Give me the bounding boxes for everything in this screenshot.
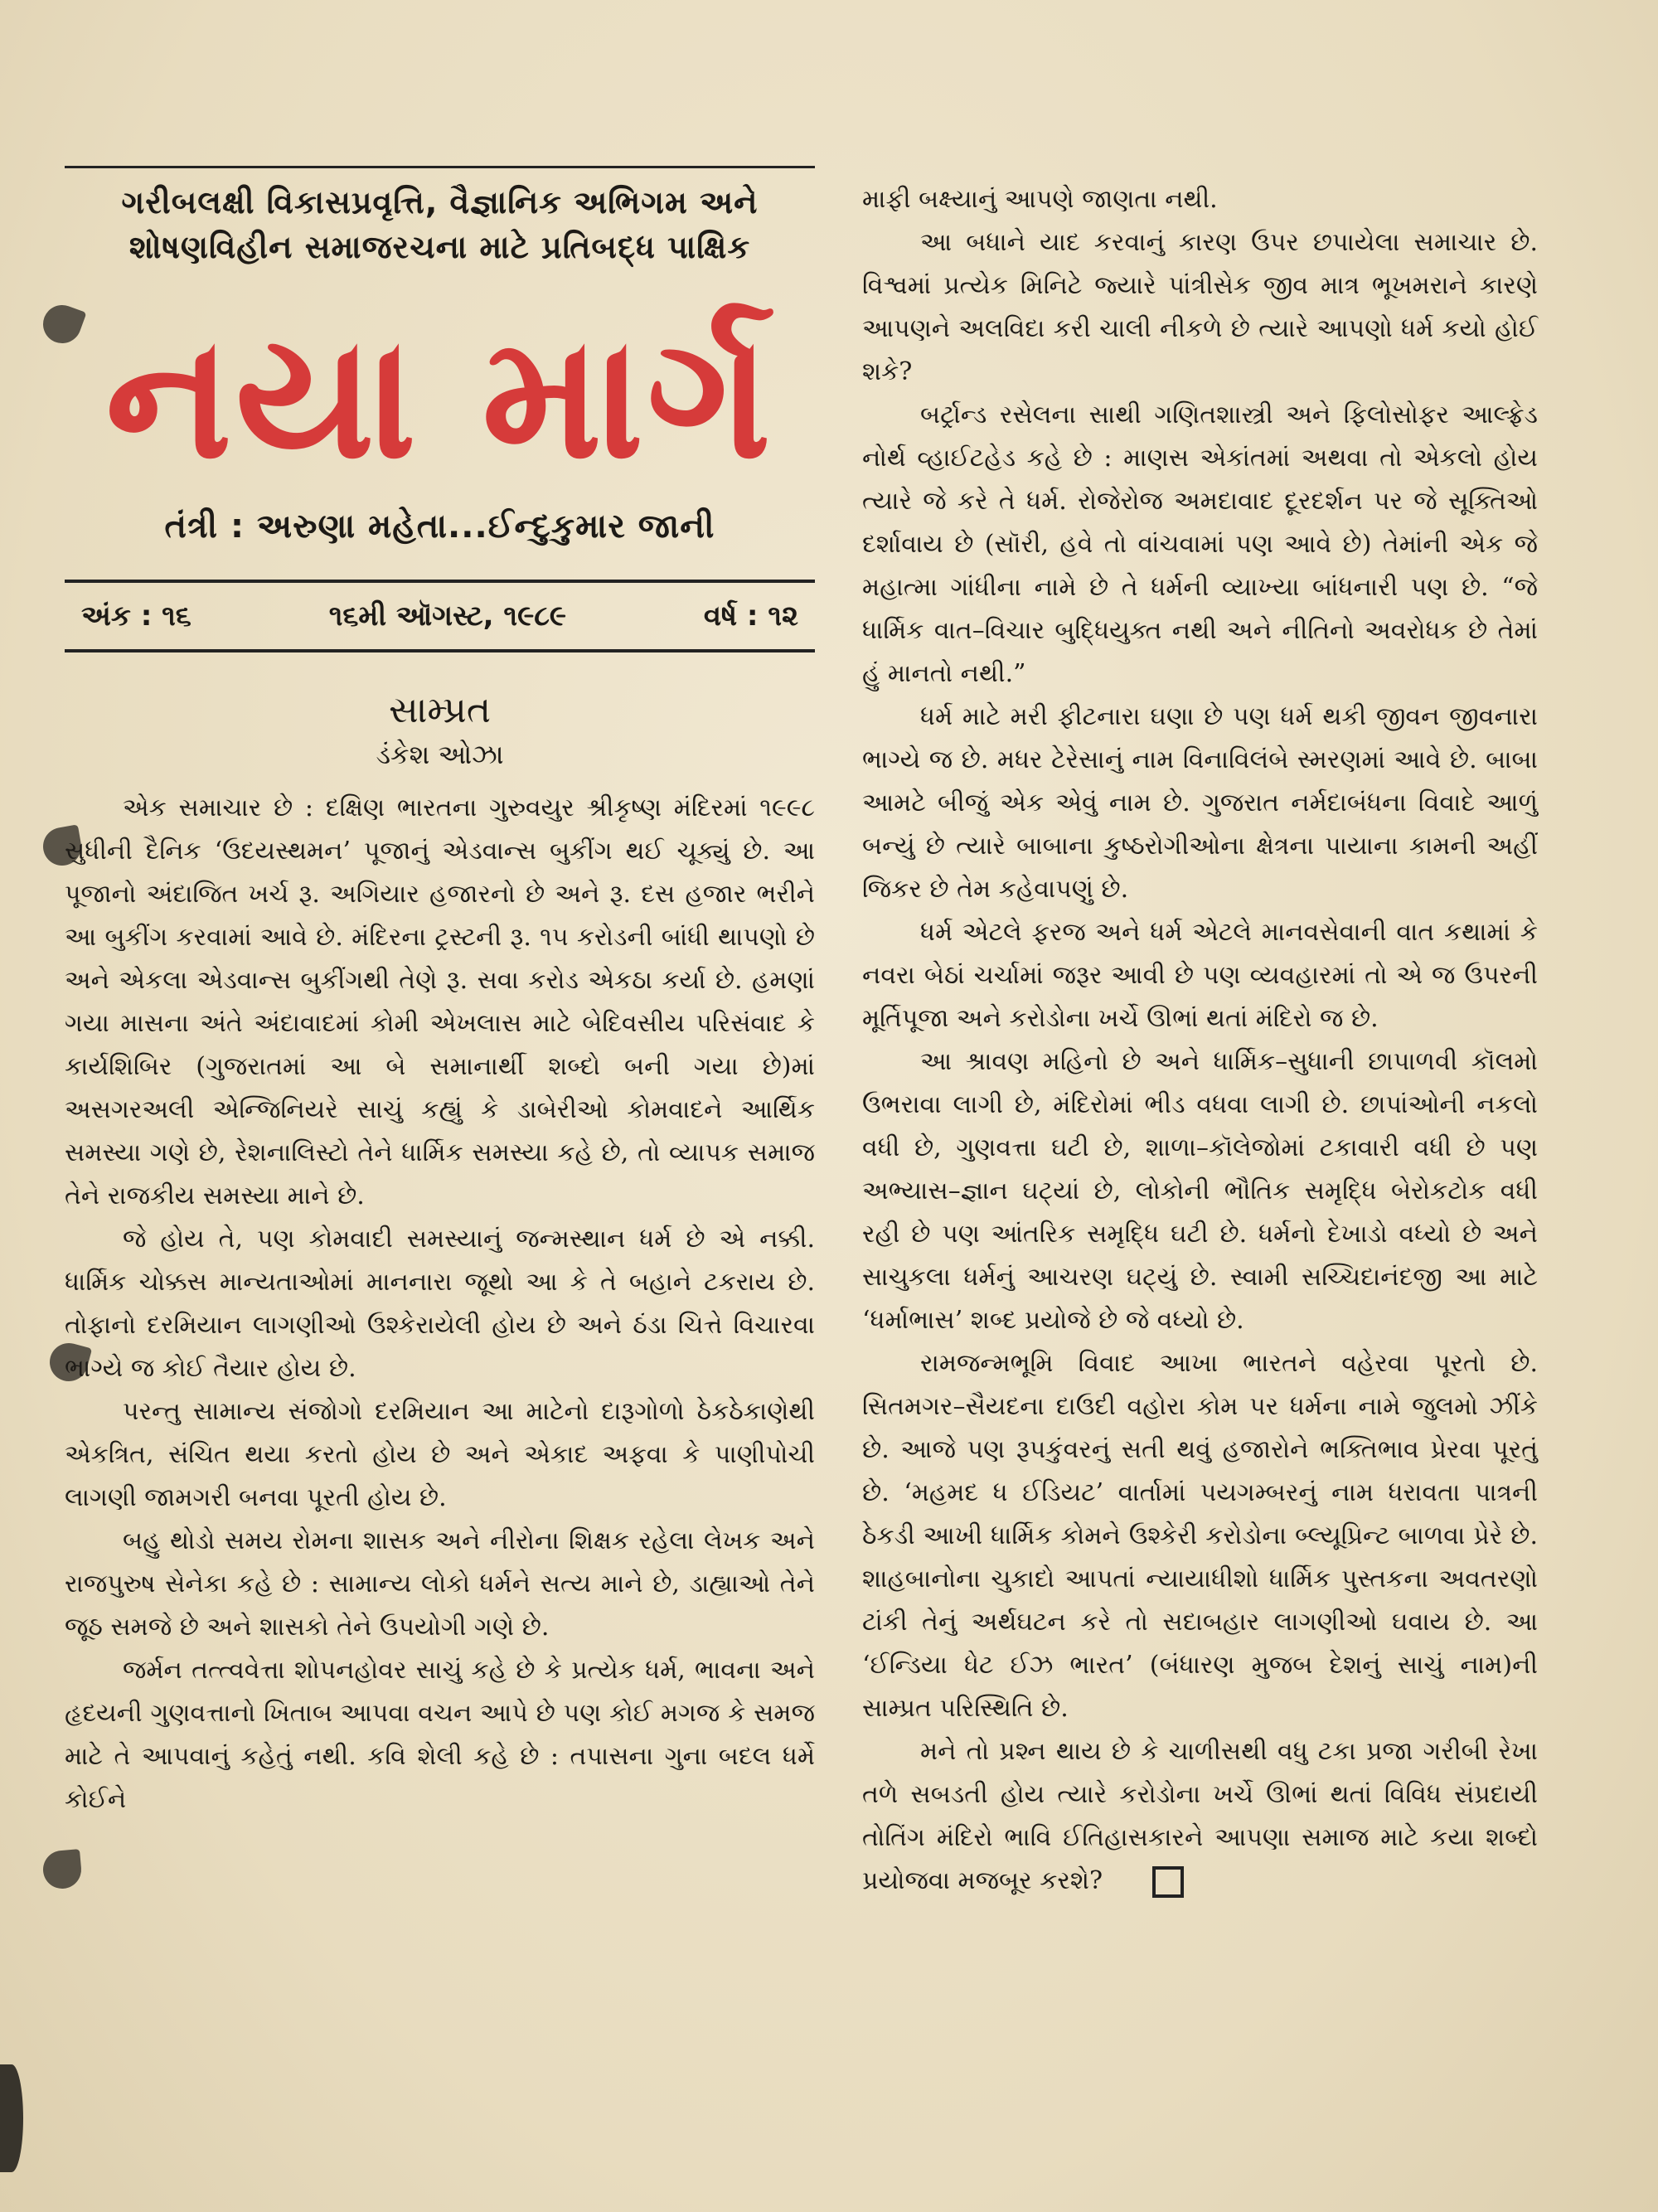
masthead-title: નયા માર્ગ — [105, 299, 774, 497]
article-paragraph: બર્ટ્રાન્ડ રસેલના સાથી ગણિતશાસ્ત્રી અને ફિલોસોફર આલ્ફ્રેડ નોર્થ વ્હાઈટહેડ કહે છે : માણસ એકાંતમાં અથવા તો એકલો હોય ત્યારે જે કરે તે ધર્મ. રોજેરોજ અમદાવાદ દૂરદર્શન પર જે સૂક્તિઓ દર્શાવાય છે (સૉરી, હવે તો વાંચવામાં પણ આવે છે) તેમાંની એક જે મહાત્મા ગાંધીના નામે છે તે ધર્મની વ્યાખ્યા બાંધનારી પણ છે. “જે ધાર્મિક વાત–વિચાર બુદ્ધિયુક્ત નથી અને નીતિનો અવરોધક છે તેમાં હું માનતો નથી.” — [862, 400, 1538, 688]
punch-hole-mark — [41, 1849, 83, 1890]
article-paragraph: ધર્મ એટલે ફરજ અને ધર્મ એટલે માનવસેવાની વાત કથામાં કે નવરા બેઠાં ચર્ચામાં જરૂર આવી છે પણ વ્યવહારમાં તો એ જ ઉપરની મૂર્તિપૂજા અને કરોડોના ખર્ચે ઊભાં થતાં મંદિરો જ છે. — [862, 918, 1538, 1033]
article-paragraph: જર્મન તત્ત્વવેત્તા શોપનહોવર સાચું કહે છે કે પ્રત્યેક ધર્મ, ભાવના અને હૃદયની ગુણવત્તાનો ખિતાબ આપવા વચન આપે છે પણ કોઈ મગજ કે સમજ માટે તે આપવાનું કહેતું નથી. કવિ શેલી કહે છે : તપાસના ગુના બદલ ધર્મે કોઈને — [65, 1656, 815, 1814]
issue-info-bar — [65, 580, 815, 652]
end-of-article-square-icon — [1152, 1866, 1184, 1898]
left-column — [65, 166, 815, 1822]
article-paragraph: જે હોય તે, પણ કોમવાદી સમસ્યાનું જન્મસ્થાન ધર્મ છે એ નક્કી. ધાર્મિક ચોક્કસ માન્યતાઓમાં માનનારા જૂથો આ કે તે બહાને ટકરાય છે. તોફાનો દરમિયાન લાગણીઓ ઉશ્કેરાયેલી હોય છે અને ઠંડા ચિત્તે વિચારવા ભાગ્યે જ કોઈ તૈયાર હોય છે. — [65, 1225, 815, 1383]
article-paragraph — [862, 1730, 1538, 1903]
page-edge-damage — [0, 2064, 23, 2172]
tagline-line-1: ગરીબલક્ષી વિકાસપ્રવૃત્તિ, વૈજ્ઞાનિક અભિગમ અને — [121, 184, 759, 221]
closing-paragraph-text: મને તો પ્રશ્ન થાય છે કે ચાળીસથી વધુ ટકા પ્રજા ગરીબી રેખા તળે સબડતી હોય ત્યારે કરોડોના ખર્ચે ઊભાં થતાં વિવિધ સંપ્રદાયી તોતિંગ મંદિરો ભાવિ ઈતિહાસકારને આપણા સમાજ માટે કયા શબ્દો પ્રયોજવા મજબૂર કરશે? — [862, 1737, 1538, 1895]
article-paragraph: આ બધાને યાદ કરવાનું કારણ ઉપર છપાયેલા સમાચાર છે. વિશ્વમાં પ્રત્યેક મિનિટે જ્યારે પાંત્રીસેક જીવ માત્ર ભૂખમરાને કારણે આપણને અલવિદા કરી ચાલી નીકળે છે ત્યારે આપણો ધર્મ કયો હોઈ શકે? — [862, 228, 1538, 386]
editors-line: તંત્રી : અરુણા મહેતા...ઈન્દુકુમાર જાની — [164, 507, 715, 546]
column-title: સામ્પ્રત — [388, 689, 492, 731]
issue-number: અંક : ૧૬ — [81, 599, 191, 633]
top-rule — [65, 166, 815, 168]
right-column — [862, 178, 1538, 1903]
article-paragraph: બહુ થોડો સમય રોમના શાસક અને નીરોના શિક્ષક રહેલા લેખક અને રાજપુરુષ સેનેકા કહે છે : સામાન્ય લોકો ધર્મને સત્ય માને છે, ડાહ્યાઓ તેને જૂઠ સમજે છે અને શાસકો તેને ઉપયોગી ગણે છે. — [65, 1526, 815, 1642]
issue-date: ૧૬મી ઑગસ્ટ, ૧૯૮૯ — [328, 599, 567, 633]
article-paragraph: પરન્તુ સામાન્ય સંજોગો દરમિયાન આ માટેનો દારૂગોળો ઠેકઠેકાણેથી એકત્રિત, સંચિત થયા કરતો હોય છે અને એકાદ અફવા કે પાણીપોચી લાગણી જામગરી બનવા પૂરતી હોય છે. — [65, 1397, 815, 1512]
article-paragraph: ધર્મ માટે મરી ફીટનારા ઘણા છે પણ ધર્મ થકી જીવન જીવનારા ભાગ્યે જ છે. મધર ટેરેસાનું નામ વિનાવિલંબે સ્મરણમાં આવે છે. બાબા આમટે બીજું એક એવું નામ છે. ગુજરાત નર્મદાબંધના વિવાદે આળું બન્યું છે ત્યારે બાબાના કુષ્ઠરોગીઓના ક્ષેત્રના પાયાના કામની અહીં જિકર છે તેમ કહેવાપણું છે. — [862, 702, 1539, 904]
article-paragraph: એક સમાચાર છે : દક્ષિણ ભારતના ગુરુવયુર શ્રીકૃષ્ણ મંદિરમાં ૧૯૯૮ સુધીની દૈનિક ‘ઉદયસ્થમન’ પૂજાનું એડવાન્સ બુકીંગ થઈ ચૂક્યું છે. આ પૂજાનો અંદાજિત ખર્ચ રૂ. અગિયાર હજારનો છે અને રૂ. દસ હજાર ભરીને આ બુકીંગ કરવામાં આવે છે. મંદિરના ટ્રસ્ટની રૂ. ૧૫ કરોડની બાંધી થાપણો છે અને એકલા એડવાન્સ બુકીંગથી તેણે રૂ. સવા કરોડ એકઠા કર્યા છે. હમણાં ગયા માસના અંતે અંદાવાદમાં કોમી એખલાસ માટે બેદિવસીય પરિસંવાદ કે કાર્યશિબિર (ગુજરાતમાં આ બે સમાનાર્થી શબ્દો બની ગયા છે)માં અસગરઅલી એન્જિનિયરે સાચું કહ્યું કે ડાબેરીઓ કોમવાદને આર્થિક સમસ્યા ગણે છે, રેશનાલિસ્ટો તેને ધાર્મિક સમસ્યા કહે છે, તો વ્યાપક સમાજ તેને રાજકીય સમસ્યા માને છે. — [65, 793, 815, 1210]
tagline — [65, 180, 815, 269]
author-name: ડંકેશ ઓઝા — [376, 739, 504, 770]
article-paragraph: માફી બક્ષ્યાનું આપણે જાણતા નથી. — [862, 185, 1218, 214]
issue-year: વર્ષ : ૧૨ — [703, 599, 798, 633]
article-paragraph: આ શ્રાવણ મહિનો છે અને ધાર્મિક–સુધાની છાપાળવી કૉલમો ઉભરાવા લાગી છે, મંદિરોમાં ભીડ વધવા લાગી છે. છાપાંઓની નકલો વધી છે, ગુણવત્તા ઘટી છે, શાળા–કૉલેજોમાં ટકાવારી વધી છે પણ અભ્યાસ–જ્ઞાન ઘટ્યાં છે, લોકોની ભૌતિક સમૃદ્ધિ બેરોકટોક વધી રહી છે પણ આંતરિક સમૃદ્ધિ ઘટી છે. ધર્મનો દેખાડો વધ્યો છે અને સાચુકલા ધર્મનું આચરણ ઘટ્યું છે. સ્વામી સચ્ચિદાનંદજી આ માટે ‘ધર્માભાસ’ શબ્દ પ્રયોજે છે જે વધ્યો છે. — [862, 1047, 1538, 1335]
article-paragraph: રામજન્મભૂમિ વિવાદ આખા ભારતને વહેરવા પૂરતો છે. સિતમગર–સૈયદના દાઉદી વહોરા કોમ પર ધર્મના નામે જુલમો ઝીંકે છે. આજે પણ રૂપકુંવરનું સતી થવું હજારોને ભક્તિભાવ પ્રેરવા પૂરતું છે. ‘મહમદ ધ ઈડિયટ’ વાર્તામાં પયગમ્બરનું નામ ધરાવતા પાત્રની ઠેકડી આખી ધાર્મિક કોમને ઉશ્કેરી કરોડોના બ્લ્યૂપ્રિન્ટ બાળવા પ્રેરે છે. શાહબાનોના ચુકાદો આપતાં ન્યાયાધીશો ધાર્મિક પુસ્તકના અવતરણો ટાંકી તેનું અર્થઘટન કરે તો સદાબહાર લાગણીઓ ઘવાય છે. આ ‘ઈન્ડિયા ધેટ ઈઝ ભારત’ (બંધારણ મુજબ દેશનું સાચું નામ)ની સામ્પ્રત પરિસ્થિતિ છે. — [862, 1349, 1538, 1723]
tagline-line-2: શોષણવિહીન સમાજરચના માટે પ્રતિબદ્ધ પાક્ષિક — [128, 229, 751, 265]
